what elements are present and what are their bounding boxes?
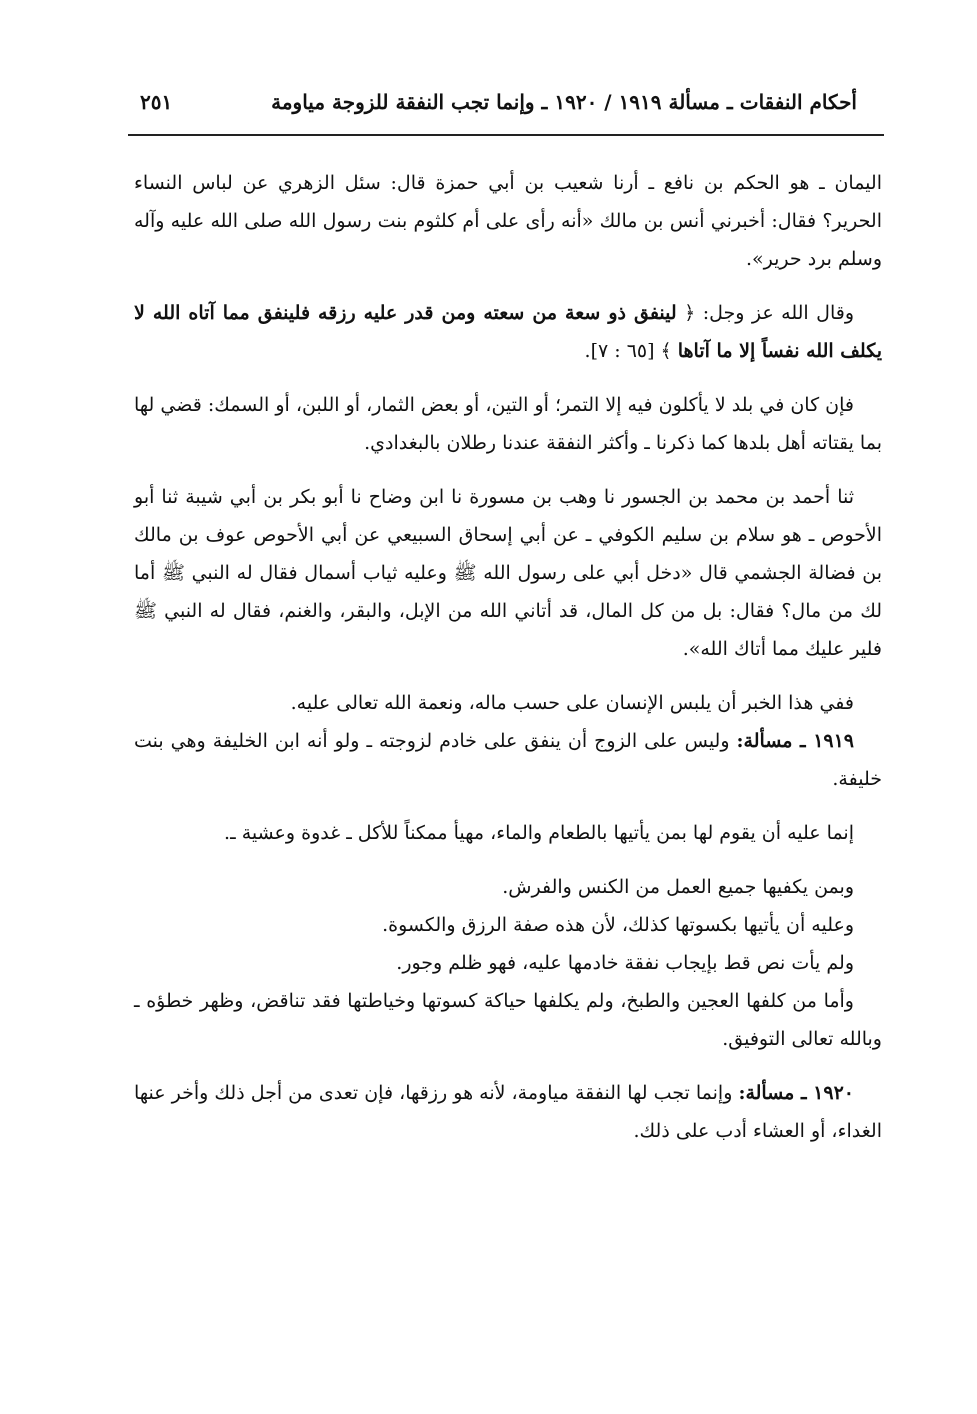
paragraph-quran-verse (134, 294, 882, 370)
paragraph-issue-1920 (134, 1074, 882, 1150)
issue-label-1920: ١٩٢٠ ـ مسألة: (738, 1082, 854, 1104)
header-divider (128, 134, 884, 136)
page-number: ٢٥١ (140, 90, 173, 114)
verse-text: لينفق ذو سعة من سعته ومن قدر عليه رزقه فلينفق مما آتاه الله لا يكلف الله نفساً إلا ما آتاها (134, 302, 882, 362)
list-line: ولم يأت نص قط بإيجاب نفقة خادمها عليه، فهو ظلم وجور. (396, 952, 854, 974)
issue-text-1919: وليس على الزوج أن ينفق على خادم لزوجته ـ ولو أنه ابن الخليفة وهي بنت خليفة. (134, 730, 882, 790)
paragraph-issue-1919 (134, 722, 882, 798)
paragraph-list-duties (134, 868, 882, 1058)
paragraph-hadith-silk: اليمان ـ هو الحكم بن نافع ـ أرنا شعيب بن أبي حمزة قال: سئل الزهري عن لباس النساء الحرير؟ فقال: أخبرني أنس بن مالك «أنه رأى على أم كلثوم بنت رسول الله صلى الله عليه وآله وسلم برد حرير». (134, 172, 882, 270)
page-header (128, 86, 857, 126)
list-line: وبمن يكفيها جميع العمل من الكنس والفرش. (502, 876, 854, 898)
paragraph-duty-provision: إنما عليه أن يقوم لها بمن يأتيها بالطعام والماء، مهيأ ممكناً للأكل ـ غدوة وعشية ـ. (224, 822, 854, 844)
running-title: أحكام النفقات ـ مسألة ١٩١٩ / ١٩٢٠ ـ وإنما تجب النفقة للزوجة مياومة (271, 90, 857, 114)
verse-reference: ﴾ [٦٥ : ٧]. (584, 340, 672, 362)
list-line: وعليه أن يأتيها بكسوتها كذلك، لأن هذه صفة الرزق والكسوة. (382, 914, 854, 936)
paragraph-local-food: فإن كان في بلد لا يأكلون فيه إلا التمر؛ أو التين، أو بعض الثمار، أو اللبن، أو السمك: قضي لها بما يقتاته أهل بلدها كما ذكرنا ـ وأكثر النفقة عندنا رطلان بالبغدادي. (134, 394, 882, 454)
paragraph-hadith-chain: ثنا أحمد بن محمد بن الجسور نا وهب بن مسورة نا ابن وضاح نا أبو بكر بن أبي شيبة ثنا أبو الأحوص ـ هو سلام بن سليم الكوفي ـ عن أبي إسحاق السبيعي عن أبي الأحوص عوف بن مالك بن فضالة الجشمي قال «دخل أبي على رسول الله ﷺ وعليه ثياب أسمال فقال له النبي ﷺ أما لك من مال؟ فقال: بل من كل المال، قد أتاني الله من الإبل، والبقر، والغنم، فقال له النبي ﷺ فلير عليك مما أتاك الله». (134, 486, 882, 660)
paragraph-khabar-conclusion: ففي هذا الخبر أن يلبس الإنسان على حسب ماله، ونعمة الله تعالى عليه. (290, 692, 854, 714)
verse-intro: وقال الله عز وجل: ﴿ (684, 302, 854, 324)
issue-text-1920: وإنما تجب لها النفقة مياومة، لأنه هو رزقها، فإن تعدى من أجل ذلك وأخر عنها الغداء، أو العشاء أدب على ذلك. (134, 1082, 882, 1142)
list-line: وأما من كلفها العجين والطبخ، ولم يكلفها حياكة كسوتها وخياطتها فقد تناقض، وظهر خطؤه ـ وبالله تعالى التوفيق. (134, 990, 882, 1050)
page-body (134, 164, 882, 1166)
issue-label-1919: ١٩١٩ ـ مسألة: (736, 730, 855, 752)
